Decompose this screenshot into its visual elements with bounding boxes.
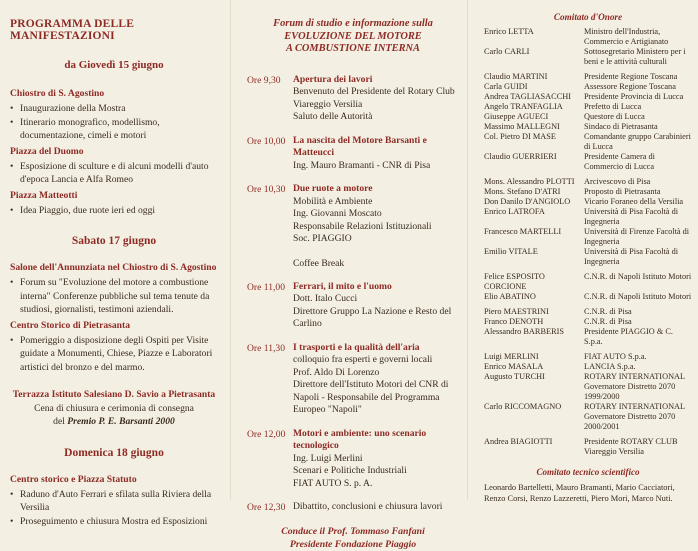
member-name: Claudio GUERRIERI xyxy=(484,152,557,161)
comitato-members xyxy=(484,27,692,457)
member-name: Don Danilo D'ANGIOLO xyxy=(484,197,571,206)
member-role: LANCIA S.p.a. xyxy=(584,362,636,371)
slot-time: Ore 9,30 xyxy=(247,74,281,86)
member-name: Franco DENOTH xyxy=(484,317,544,326)
event-list xyxy=(10,276,218,317)
member-role: Università di Pisa Facoltà di Ingegneria xyxy=(584,247,679,266)
member-name: Mons. Stefano D'ATRI xyxy=(484,187,561,196)
place-heading: Centro Storico di Pietrasanta xyxy=(10,319,130,331)
member-role: Prefetto di Lucca xyxy=(584,102,642,111)
member-name: Francesco MARTELLI xyxy=(484,227,562,236)
member-role: Questore di Lucca xyxy=(584,112,645,121)
member-role: Assessore Regione Toscana xyxy=(584,82,676,91)
comitato-scientifico-title: Comitato tecnico scientifico xyxy=(536,467,640,477)
member-role: Presidente ROTARY CLUB Viareggio Versilia xyxy=(584,437,678,456)
slot-title: La nascita del Motore Barsanti e Matteucci xyxy=(293,134,427,158)
forum-title-line3: A COMBUSTIONE INTERNA xyxy=(286,43,420,54)
event-list xyxy=(10,204,218,218)
day3-date: Domenica 18 giugno xyxy=(64,446,164,459)
slot-title: Due ruote a motore xyxy=(293,183,373,194)
member-row xyxy=(484,197,692,207)
event-item: • Forum su "Evoluzione del motore a combustione interna" Conferenze pubbliche sul tema tenute da studiosi, giornalisti, testimoni aziendali. xyxy=(10,276,218,317)
member-row xyxy=(484,272,692,292)
schedule-late-morning xyxy=(247,281,459,515)
member-row xyxy=(484,327,692,347)
premio-barsanti: Premio P. E. Barsanti 2000 xyxy=(67,416,175,427)
forum-title-line2: EVOLUZIONE DEL MOTORE xyxy=(284,30,422,42)
member-name: Carla GUIDI xyxy=(484,82,528,91)
member-role: C.N.R. di Napoli Istituto Motori xyxy=(584,272,692,281)
member-role: Presidente Regione Toscana xyxy=(584,72,678,81)
slot-detail: Responsabile Relazioni Istituzionali xyxy=(293,220,432,232)
panel-comitato xyxy=(470,0,698,503)
slot-detail: Benvenuto del Presidente del Rotary Club Viareggio Versilia xyxy=(293,86,455,110)
event-list xyxy=(10,488,218,529)
schedule-slot xyxy=(247,183,459,246)
member-name: Massimo MALLEGNI xyxy=(484,122,560,131)
programma-title: PROGRAMMA DELLE MANIFESTAZIONI xyxy=(10,18,135,42)
member-role: ROTARY INTERNATIONAL Governatore Distretto 2070 2000/2001 xyxy=(584,402,685,431)
slot-detail: Ing. Mauro Bramanti - CNR di Pisa xyxy=(293,159,431,171)
slot-body xyxy=(293,183,432,246)
member-name: Emilio VITALE xyxy=(484,247,538,256)
place-heading: Centro storico e Piazza Statuto xyxy=(10,473,137,485)
day1-date: da Giovedì 15 giugno xyxy=(64,59,164,71)
member-row xyxy=(484,72,692,82)
event-item: • Proseguimento e chiusura Mostra ed Esposizioni xyxy=(10,515,218,529)
schedule-slot xyxy=(247,281,459,331)
member-row xyxy=(484,187,692,197)
member-row xyxy=(484,227,692,247)
member-row xyxy=(484,47,692,67)
member-role: C.N.R. di Napoli Istituto Motori xyxy=(584,292,692,301)
member-name: Enrico LETTA xyxy=(484,27,534,36)
member-role: Arcivescovo di Pisa xyxy=(584,177,651,186)
event-item: • Idea Piaggio, due ruote ieri ed oggi xyxy=(10,204,218,218)
member-row xyxy=(484,152,692,172)
member-name: Enrico LATROFA xyxy=(484,207,545,216)
slot-detail: colloquio fra esperti e governi locali xyxy=(293,354,433,365)
member-role: Comandante gruppo Carabinieri di Lucca xyxy=(584,132,691,151)
member-row xyxy=(484,362,692,372)
event-list xyxy=(10,102,218,143)
forum-title-line1: Forum di studio e informazione sulla xyxy=(273,18,433,29)
member-row xyxy=(484,27,692,47)
member-role: Proposto di Pietrasanta xyxy=(584,187,661,196)
slot-body xyxy=(293,135,459,173)
event-item: • Inaugurazione della Mostra xyxy=(10,102,218,116)
event-item: • Esposizione di sculture e di alcuni modelli d'auto d'epoca Lancia e Alfa Romeo xyxy=(10,160,218,187)
member-row xyxy=(484,437,692,457)
member-name: Felice ESPOSITO CORCIONE xyxy=(484,272,545,291)
member-name: Andrea BIAGIOTTI xyxy=(484,437,553,446)
schedule-slot xyxy=(247,135,459,173)
member-row xyxy=(484,132,692,152)
slot-title: I trasporti e la qualità dell'aria xyxy=(293,341,420,353)
slot-body xyxy=(293,342,459,417)
slot-body xyxy=(293,281,459,331)
slot-detail: Ing. Giovanni Moscato xyxy=(293,208,382,219)
member-name: Piero MAESTRINI xyxy=(484,307,549,316)
member-role: C.N.R. di Pisa xyxy=(584,317,632,326)
member-name: Giuseppe AGUECI xyxy=(484,112,549,121)
member-row xyxy=(484,112,692,122)
member-role: Sottosegretario Ministero per i beni e le attività culturali xyxy=(584,47,686,66)
place-heading: Piazza del Duomo xyxy=(10,145,84,157)
slot-detail: FIAT AUTO S. p. A. xyxy=(293,477,373,489)
member-role: ROTARY INTERNATIONAL Governatore Distretto 2070 1999/2000 xyxy=(584,372,685,401)
member-name: Col. Pietro DI MASE xyxy=(484,132,556,141)
slot-detail: Soc. PIAGGIO xyxy=(293,233,352,244)
member-row xyxy=(484,177,692,187)
slot-detail: Dibattito, conclusioni e chiusura lavori xyxy=(293,501,443,512)
slot-body xyxy=(293,74,459,124)
slot-detail: Saluto delle Autorità xyxy=(293,111,373,122)
schedule-slot xyxy=(247,74,459,124)
member-name: Claudio MARTINI xyxy=(484,72,548,81)
slot-time: Ore 12,00 xyxy=(247,428,286,440)
member-row xyxy=(484,82,692,92)
slot-detail: Ing. Luigi Merlini xyxy=(293,452,363,464)
member-row xyxy=(484,247,692,267)
closing-block xyxy=(247,525,459,551)
panel-programma xyxy=(0,0,228,527)
coffee-break: Coffee Break xyxy=(293,257,345,269)
member-row xyxy=(484,307,692,317)
member-role: Sindaco di Pietrasanta xyxy=(584,122,658,131)
event-list xyxy=(10,160,218,187)
schedule-morning xyxy=(247,74,459,246)
member-row xyxy=(484,292,692,302)
place-heading: Piazza Matteotti xyxy=(10,189,78,201)
member-row xyxy=(484,317,692,327)
event-item: • Raduno d'Auto Ferrari e sfilata sulla Riviera della Versilia xyxy=(10,488,218,515)
comitato-onore-title: Comitato d'Onore xyxy=(553,12,623,22)
place-heading: Salone dell'Annunziata nel Chiostro di S. Agostino xyxy=(10,262,217,273)
terrazza-line1: Cena di chiusura e cerimonia di consegna xyxy=(34,402,194,414)
panel-forum xyxy=(233,0,465,550)
terrazza-line2 xyxy=(10,415,218,429)
member-name: Carlo RICCOMAGNO xyxy=(484,402,562,411)
slot-detail: Direttore dell'Istituto Motori del CNR di Napoli - Responsabile del Programma Europeo "Napoli" xyxy=(293,379,449,415)
member-role: Presidente Provincia di Lucca xyxy=(584,92,684,101)
member-role: Vicario Foraneo della Versilia xyxy=(584,197,684,206)
member-role: FIAT AUTO S.p.a. xyxy=(584,352,647,361)
member-role: Università di Pisa Facoltà di Ingegneria xyxy=(584,207,679,226)
fold-line-right xyxy=(467,0,468,500)
event-item: • Pomeriggio a disposizione degli Ospiti per Visite guidate a Monumenti, Chiese, Piazze e Laboratori artistici del bronzo e del marmo. xyxy=(10,334,218,375)
slot-title: Ferrari, il mito e l'uomo xyxy=(293,280,392,292)
member-row xyxy=(484,102,692,112)
member-row xyxy=(484,122,692,132)
member-role: Ministro dell'Industria, Commercio e Artigianato xyxy=(584,27,669,46)
schedule-slot xyxy=(247,501,459,514)
member-row xyxy=(484,352,692,362)
member-row xyxy=(484,402,692,432)
day3-sections xyxy=(10,473,218,529)
slot-title: Motori e ambiente: uno scenario tecnologico xyxy=(293,427,427,451)
slot-detail: Dott. Italo Cucci xyxy=(293,293,358,304)
day2-sections xyxy=(10,261,218,374)
slot-title: Apertura dei lavori xyxy=(293,73,373,85)
fold-line-left xyxy=(230,0,231,500)
member-name: Augusto TURCHI xyxy=(484,372,545,381)
member-role: Presidente PIAGGIO & C. S.p.a. xyxy=(584,327,673,346)
member-role: Presidente Camera di Commercio di Lucca xyxy=(584,152,655,171)
terrazza-title: Terrazza Istituto Salesiano D. Savio a Pietrasanta xyxy=(12,389,216,400)
terrazza-line2-pre: del xyxy=(53,416,68,427)
member-name: Alessandro BARBERIS xyxy=(484,327,564,336)
slot-body xyxy=(293,428,459,491)
slot-time: Ore 10,00 xyxy=(247,135,286,147)
event-list xyxy=(10,334,218,375)
event-item: • Itinerario monografico, modellismo, documentazione, cimeli e motori xyxy=(10,116,218,143)
member-row xyxy=(484,372,692,402)
member-role: Università di Firenze Facoltà di Ingegneria xyxy=(584,227,690,246)
comitato-scientifico-members: Leonardo Bartelletti, Mauro Bramanti, Mario Cacciatori, Renzo Corsi, Renzo Lazzeretti, Piero Mori, Marco Nuti. xyxy=(484,483,675,503)
member-row xyxy=(484,207,692,227)
member-name: Enrico MASALA xyxy=(484,362,544,371)
member-row xyxy=(484,92,692,102)
member-name: Carlo CARLI xyxy=(484,47,530,56)
forum-title xyxy=(247,18,459,56)
terrazza-block xyxy=(10,388,218,429)
place-heading: Chiostro di S. Agostino xyxy=(10,88,105,99)
member-name: Andrea TAGLIASACCHI xyxy=(484,92,571,101)
day1-sections xyxy=(10,87,218,217)
closing-line2: Presidente Fondazione Piaggio xyxy=(289,539,417,550)
schedule-slot xyxy=(247,342,459,417)
member-name: Angelo TRANFAGLIA xyxy=(484,102,563,111)
slot-detail: Scenari e Politiche Industriali xyxy=(293,465,407,476)
closing-line1: Conduce il Prof. Tommaso Fanfani xyxy=(281,526,425,537)
slot-time: Ore 12,30 xyxy=(247,502,286,513)
member-role: C.N.R. di Pisa xyxy=(584,307,632,316)
slot-time: Ore 11,00 xyxy=(247,281,286,293)
schedule-slot xyxy=(247,428,459,491)
day2-date: Sabato 17 giugno xyxy=(71,235,157,247)
slot-detail: Prof. Aldo Di Lorenzo xyxy=(293,366,380,378)
member-name: Luigi MERLINI xyxy=(484,352,539,361)
slot-time: Ore 10,30 xyxy=(247,184,286,195)
member-name: Elio ABATINO xyxy=(484,292,536,301)
slot-time: Ore 11,30 xyxy=(247,342,286,354)
slot-body xyxy=(293,501,442,514)
slot-detail: Direttore Gruppo La Nazione e Resto del Carlino xyxy=(293,305,452,329)
slot-detail: Mobilità e Ambiente xyxy=(293,195,373,207)
member-name: Mons. Alessandro PLOTTI xyxy=(484,177,575,186)
